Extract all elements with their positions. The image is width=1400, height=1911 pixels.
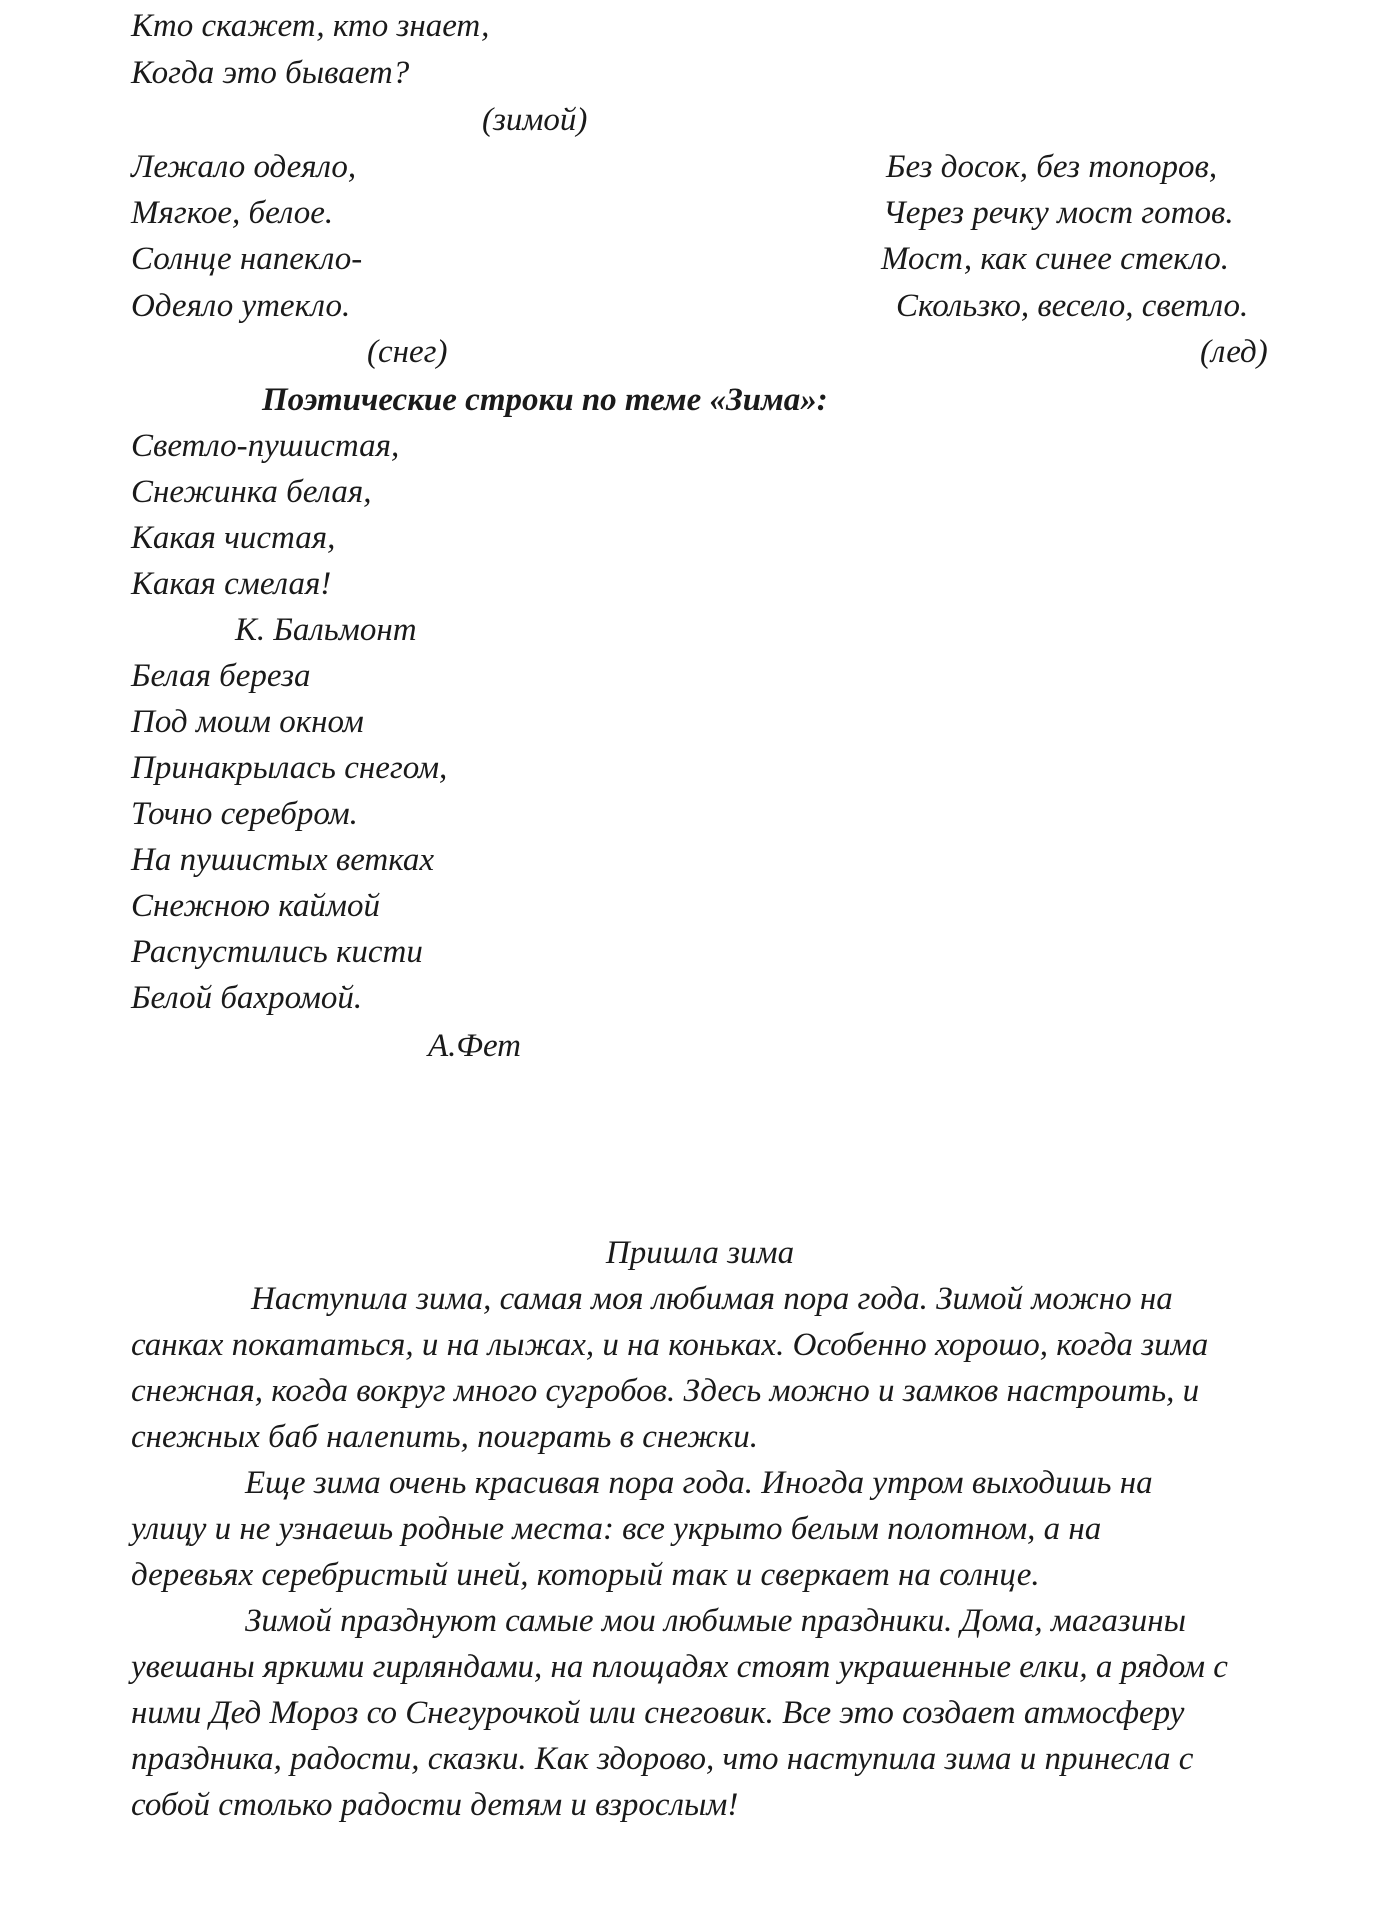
riddle-left-line: Одеяло утекло. — [131, 288, 351, 324]
poem2-line: Белая береза — [131, 658, 311, 694]
riddle-intro-line: Когда это бывает? — [131, 55, 410, 91]
riddle-right-line: Без досок, без топоров, — [886, 149, 1218, 185]
poem1-author: К. Бальмонт — [235, 612, 417, 648]
riddle-intro-line: Кто скажет, кто знает, — [131, 8, 490, 44]
poem2-line: Принакрылась снегом, — [131, 750, 448, 786]
essay-line: Зимой празднуют самые мои любимые праздники. Дома, магазины — [245, 1603, 1186, 1639]
essay-line: улицу и не узнаешь родные места: все укрыто белым полотном, а на — [131, 1511, 1102, 1547]
poem2-author: А.Фет — [428, 1028, 521, 1064]
poetry-heading: Поэтические строки по теме «Зима»: — [262, 382, 828, 418]
essay-line: Еще зима очень красивая пора года. Иногда утром выходишь на — [245, 1465, 1153, 1501]
riddle-left-answer: (снег) — [367, 334, 448, 370]
riddle-left-line: Солнце напекло- — [131, 241, 363, 277]
riddle-left-line: Лежало одеяло, — [131, 149, 357, 185]
riddle-right-line: Мост, как синее стекло. — [881, 241, 1229, 277]
poem2-line: Под моим окном — [131, 704, 364, 740]
essay-title: Пришла зима — [605, 1235, 795, 1271]
poem2-line: Точно серебром. — [131, 796, 358, 832]
riddle-intro-answer: (зимой) — [482, 102, 588, 138]
essay-line: деревьях серебристый иней, который так и сверкает на солнце. — [131, 1557, 1040, 1593]
essay-line: увешаны яркими гирляндами, на площадях стоят украшенные елки, а рядом с — [131, 1649, 1228, 1685]
poem1-line: Какая смелая! — [131, 566, 332, 602]
essay-line: Наступила зима, самая моя любимая пора года. Зимой можно на — [251, 1281, 1173, 1317]
riddle-right-line: Скользко, весело, светло. — [896, 288, 1249, 324]
poem2-line: Распустились кисти — [131, 934, 423, 970]
essay-line: ними Дед Мороз со Снегурочкой или снеговик. Все это создает атмосферу — [131, 1695, 1185, 1731]
essay-line: праздника, радости, сказки. Как здорово, что наступила зима и принесла с — [131, 1741, 1194, 1777]
essay-line: снежная, когда вокруг много сугробов. Здесь можно и замков настроить, и — [131, 1373, 1200, 1409]
essay-line: снежных баб налепить, поиграть в снежки. — [131, 1419, 758, 1455]
poem2-line: Снежною каймой — [131, 888, 380, 924]
riddle-right-line: Через речку мост готов. — [883, 195, 1234, 231]
riddle-right-answer: (лед) — [1200, 334, 1268, 370]
poem2-line: На пушистых ветках — [131, 842, 434, 878]
essay-line: собой столько радости детям и взрослым! — [131, 1787, 739, 1823]
essay-line: санках покататься, и на лыжах, и на коньках. Особенно хорошо, когда зима — [131, 1327, 1209, 1363]
poem2-line: Белой бахромой. — [131, 980, 363, 1016]
poem1-line: Снежинка белая, — [131, 474, 372, 510]
poem1-line: Какая чистая, — [131, 520, 336, 556]
riddle-left-line: Мягкое, белое. — [131, 195, 334, 231]
poem1-line: Светло-пушистая, — [131, 428, 400, 464]
